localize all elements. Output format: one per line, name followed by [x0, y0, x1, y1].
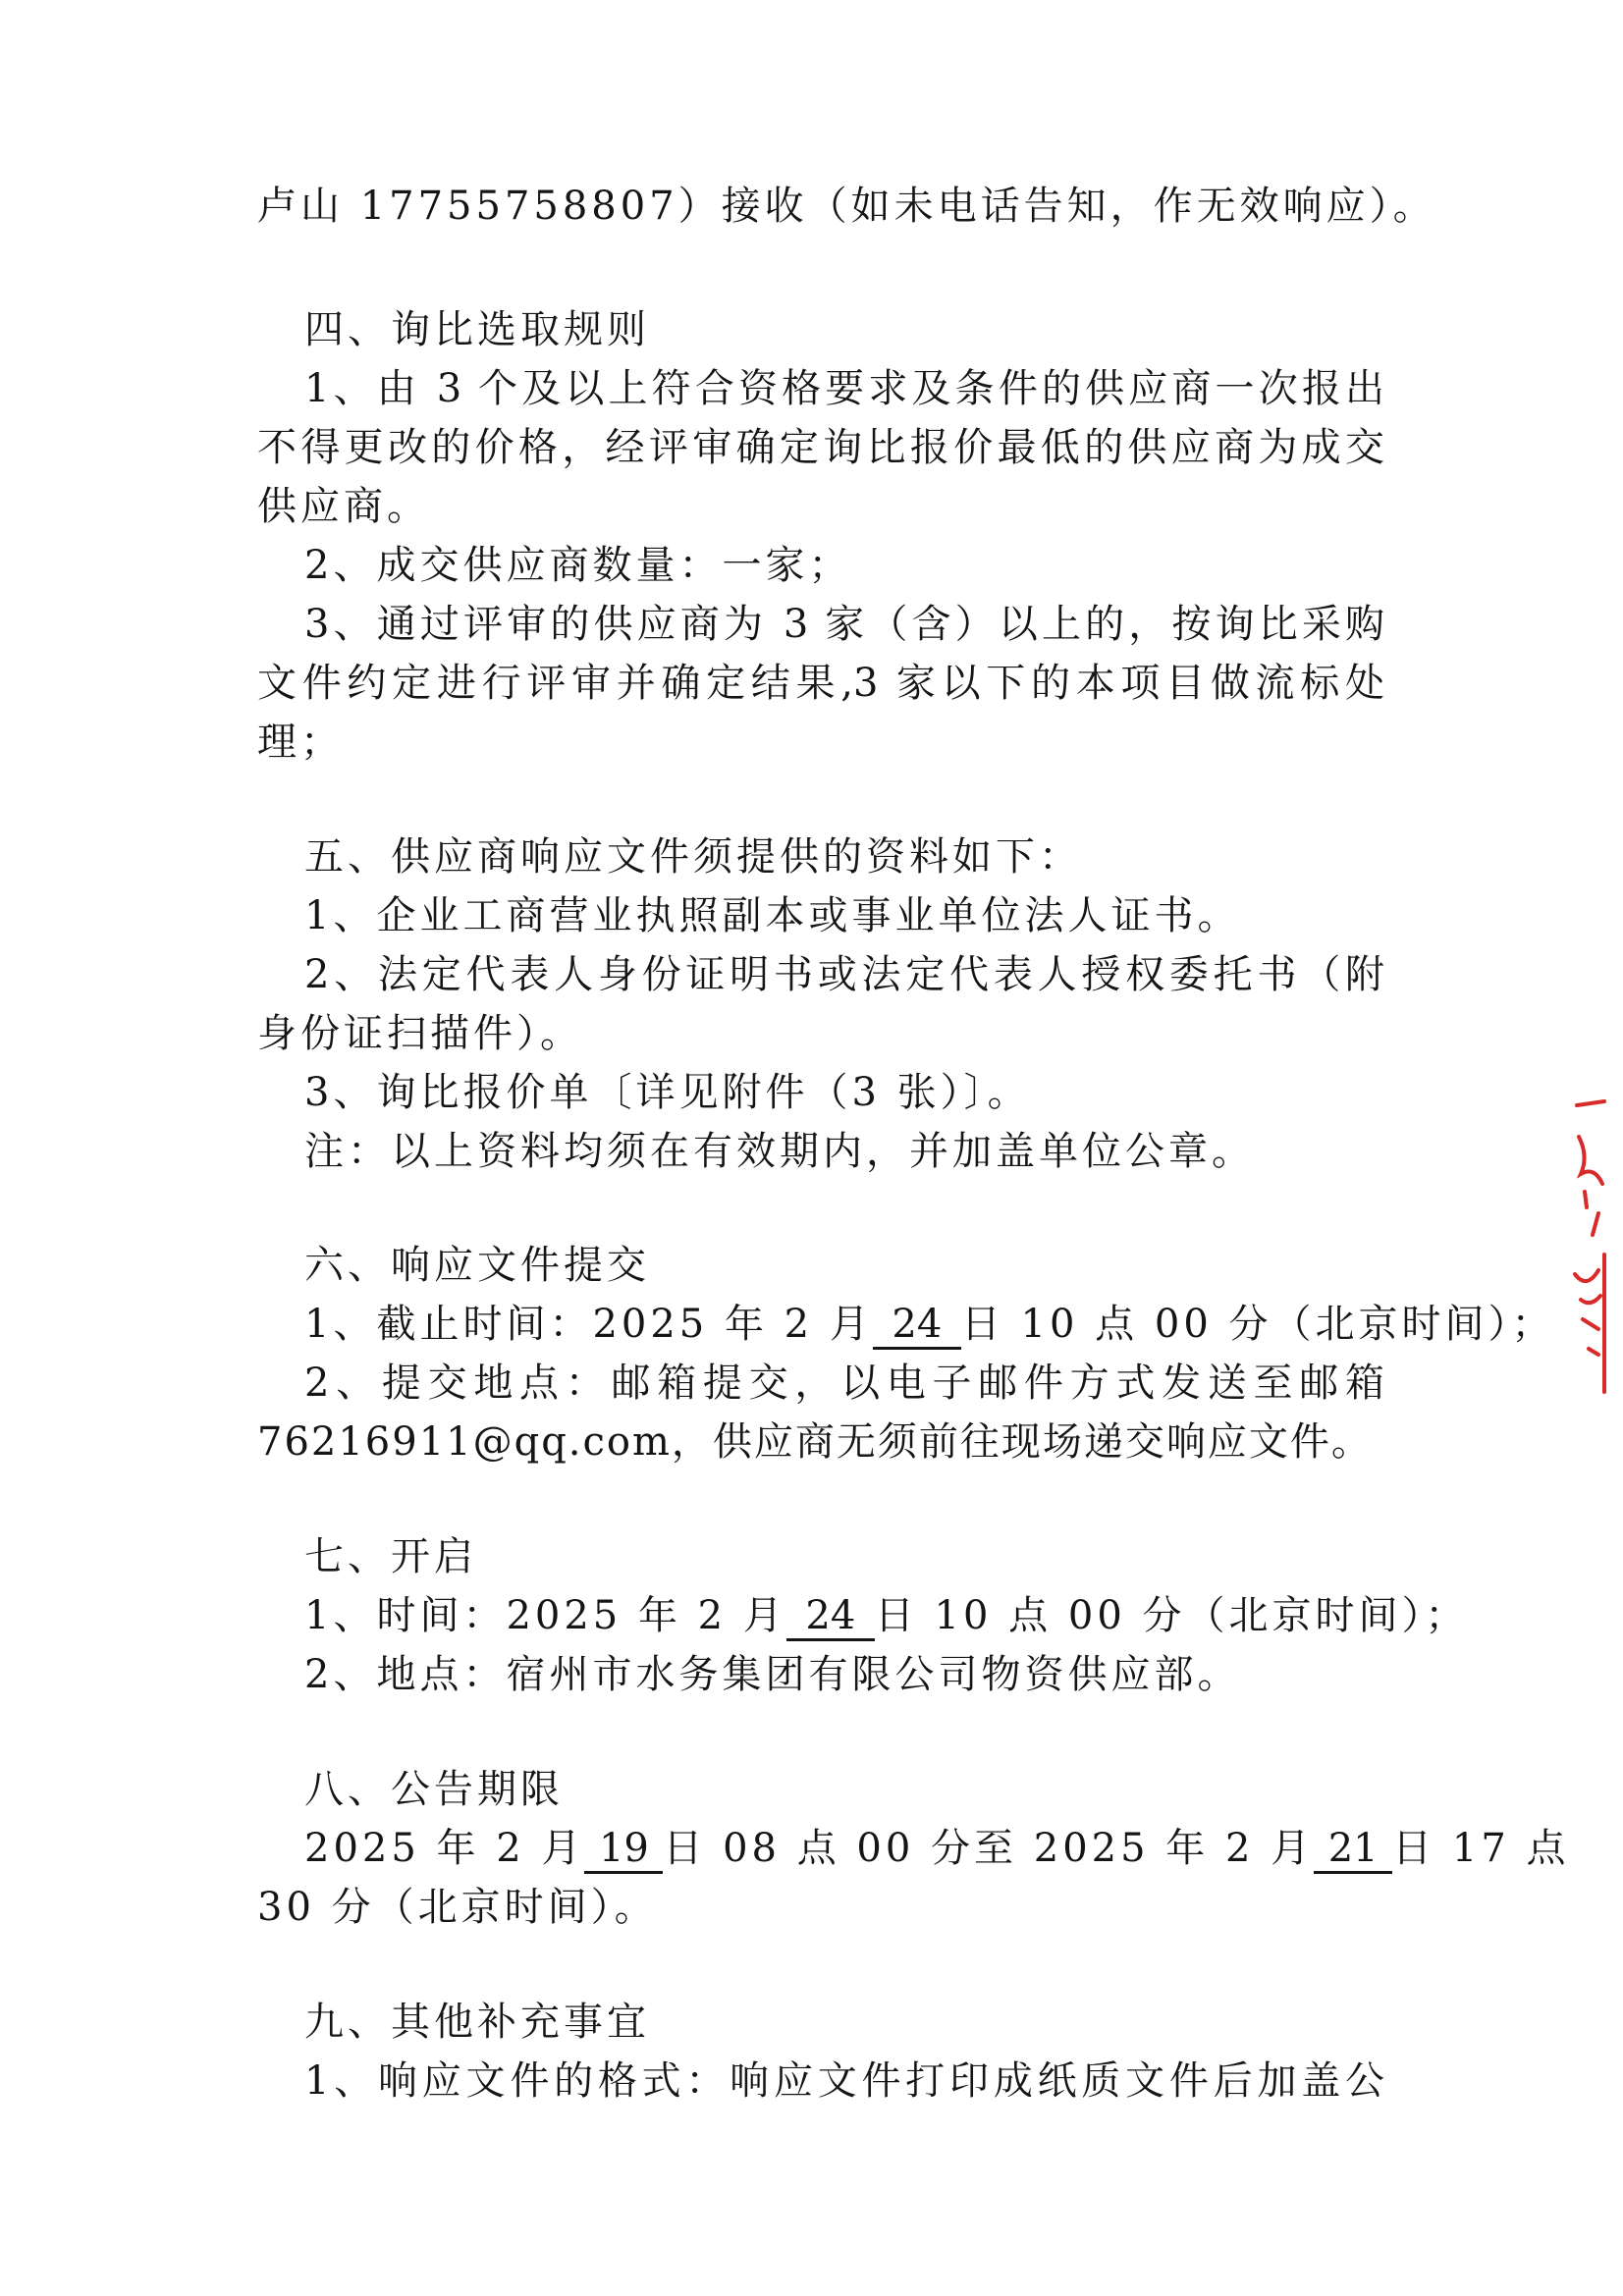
- text-fragment: 日 08 点 00 分至 2025 年 2 月: [663, 1826, 1315, 1871]
- text-fragment: 日 10 点 00 分（北京时间）；: [960, 1302, 1555, 1347]
- text-line: 供应商。: [257, 484, 430, 529]
- note-line: 注：以上资料均须在有效期内，并加盖单位公章。: [304, 1129, 1255, 1174]
- text-line: 3、通过评审的供应商为 3 家（含）以上的，按询比采购: [304, 602, 1384, 647]
- text-line: 2、地点：宿州市水务集团有限公司物资供应部。: [304, 1652, 1241, 1697]
- text-fragment: 日 10 点 00 分（北京时间）；: [874, 1593, 1469, 1638]
- text-fragment: 日 17 点: [1392, 1826, 1570, 1871]
- text-line: 文件约定进行评审并确定结果,3 家以下的本项目做流标处: [257, 661, 1384, 706]
- text-line: [304, 1295, 1555, 1354]
- text-line: 1、响应文件的格式：响应文件打印成纸质文件后加盖公: [304, 2058, 1384, 2104]
- text-line: 卢山 17755758807）接收（如未电话告知，作无效响应）。: [257, 184, 1436, 229]
- section-heading-6: 六、响应文件提交: [304, 1243, 650, 1288]
- section-heading-7: 七、开启: [304, 1534, 477, 1579]
- text-line: 身份证扫描件）。: [257, 1011, 583, 1056]
- underlined-day: 21: [1314, 1826, 1392, 1874]
- text-fragment: 1、截止时间：2025 年 2 月: [304, 1302, 873, 1347]
- text-line: 76216911@qq.com，供应商无须前往现场递交响应文件。: [257, 1419, 1373, 1465]
- section-heading-9: 九、其他补充事宜: [304, 2000, 650, 2045]
- section-heading-4: 四、询比选取规则: [304, 307, 650, 352]
- seal-stamp-fragment: [1569, 1097, 1608, 1402]
- underlined-day: 19: [584, 1826, 663, 1874]
- section-heading-8: 八、公告期限: [304, 1767, 564, 1812]
- text-fragment: 2025 年 2 月: [304, 1826, 585, 1871]
- text-line: 2、成交供应商数量：一家；: [304, 543, 852, 588]
- text-line: 30 分（北京时间）。: [257, 1885, 658, 1930]
- text-fragment: 1、时间：2025 年 2 月: [304, 1593, 786, 1638]
- text-line: 不得更改的价格，经评审确定询比报价最低的供应商为成交: [257, 425, 1384, 470]
- text-line: [304, 1819, 1569, 1878]
- underlined-day: 24: [786, 1593, 875, 1641]
- section-heading-5: 五、供应商响应文件须提供的资料如下：: [304, 834, 1082, 880]
- text-line: [304, 1586, 1469, 1645]
- underlined-day: 24: [873, 1302, 961, 1350]
- text-line: 2、提交地点：邮箱提交，以电子邮件方式发送至邮箱: [304, 1361, 1384, 1406]
- text-line: 1、由 3 个及以上符合资格要求及条件的供应商一次报出: [304, 366, 1384, 411]
- text-line: 2、法定代表人身份证明书或法定代表人授权委托书（附: [304, 952, 1384, 997]
- text-line: 1、企业工商营业执照副本或事业单位法人证书。: [304, 893, 1241, 938]
- text-line: 3、询比报价单〔详见附件（3 张）〕。: [304, 1070, 1031, 1115]
- text-line: 理；: [257, 720, 344, 765]
